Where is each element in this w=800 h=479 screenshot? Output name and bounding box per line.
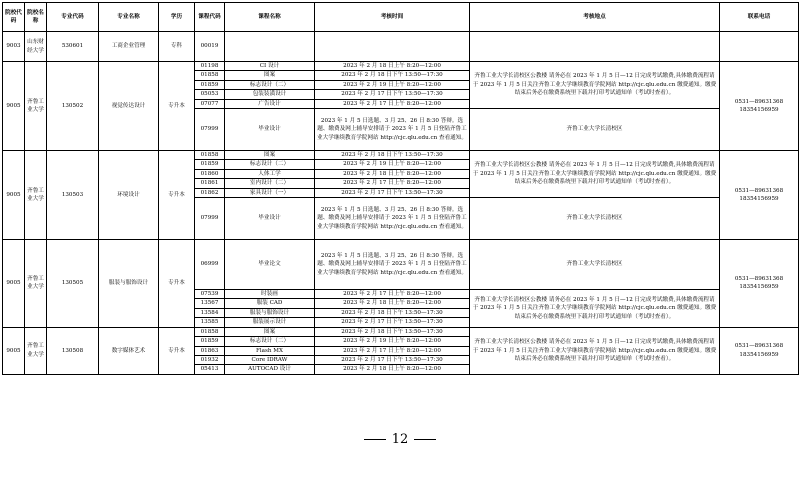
table-row: 9005 齐鲁工业大学 130502 视觉传达设计 专升本 01198 CI 设计 2023 年 2 月 18 日上午 8:20—12:00 齐鲁工业大学长清校区公教楼 请务必在 2023 年 1 月 5 日—12 日完成考试缴费,具体缴费流程请于 2023 年 1 月 5 日关注齐鲁工业大学继续教育学院网站 http://cjc.qlu.edu.cn 缴费通知。缴费结束后务必在缴费系统里下载并打印考试通知单（考试时查看）。 0531—89631368 18354156959 [3, 62, 799, 71]
table-row: 9003 山东财经大学 530601 工商企业管理 专科 00019 [3, 32, 799, 62]
table-row: 05053 包装装潢设计 2023 年 2 月 17 日下午 13:50—17:30 [3, 90, 799, 99]
page-number-dash-right [414, 439, 436, 440]
table-row: 07077 广告设计 2023 年 2 月 17 日上午 8:20—12:00 [3, 99, 799, 108]
col-major-code: 专业代码 [47, 3, 99, 32]
page-number-dash-left [364, 439, 386, 440]
table-row: 13585 服装展示设计 2023 年 2 月 17 日下午 13:50—17:30 [3, 318, 799, 327]
col-exam-time: 考核时间 [315, 3, 470, 32]
table-row: 9005 齐鲁工业大学 130505 服装与服饰设计 专升本 06999 毕业论文 2023 年 1 月 5 日选题、3 月 25、26 日 8:30 答辩。选题、缴费及网上辅导安排请于 2023 年 1 月 5 日登陆齐鲁工业大学继续教育学院网站 http://cjc.qlu.edu.cn 查看通知。 齐鲁工业大学长清校区 0531—89631368 18354156959 [3, 240, 799, 290]
table-row: 01859 标志设计（二） 2023 年 2 月 19 日上午 8:20—12:00 [3, 80, 799, 89]
table-row: 07999 毕业设计 2023 年 1 月 5 日选题、3 月 25、26 日 8:30 答辩。选题、缴费及网上辅导安排请于 2023 年 1 月 5 日登陆齐鲁工业大学继续教育学院网站 http://cjc.qlu.edu.cn 查看通知。 齐鲁工业大学长清校区 [3, 109, 799, 151]
col-school-code: 院校代码 [3, 3, 25, 32]
table-row: 01932 Core IDRAW 2023 年 2 月 17 日下午 13:50—17:30 [3, 355, 799, 364]
table-row: 07999 毕业设计 2023 年 1 月 5 日选题、3 月 25、26 日 8:30 答辩。选题、缴费及网上辅导安排请于 2023 年 1 月 5 日登陆齐鲁工业大学继续教育学院网站 http://cjc.qlu.edu.cn 查看通知。 齐鲁工业大学长清校区 [3, 198, 799, 240]
table-row: 13567 服装 CAD 2023 年 2 月 18 日上午 8:20—12:00 [3, 299, 799, 308]
col-course-code: 课程代码 [195, 3, 225, 32]
col-course-name: 课程名称 [225, 3, 315, 32]
table-row: 05413 AUTOCAD 设计 2023 年 2 月 18 日上午 8:20—12:00 [3, 365, 799, 374]
table-row: 01859 标志设计（二） 2023 年 2 月 19 日上午 8:20—12:00 [3, 337, 799, 346]
col-school-name: 院校名称 [25, 3, 47, 32]
table-row: 01861 室内设计（二） 2023 年 2 月 17 日上午 8:20—12:00 [3, 179, 799, 188]
table-row: 01859 标志设计（二） 2023 年 2 月 19 日上午 8:20—12:00 [3, 160, 799, 169]
col-major-name: 专业名称 [99, 3, 159, 32]
table-row: 01860 人体工学 2023 年 2 月 18 日上午 8:20—12:00 [3, 169, 799, 178]
header-row [3, 3, 799, 32]
col-degree: 学历 [159, 3, 195, 32]
table-row: 9005 齐鲁工业大学 130508 数字媒体艺术 专升本 01858 图案 2023 年 2 月 18 日下午 13:50—17:30 齐鲁工业大学长清校区公教楼 请务必在 2023 年 1 月 5 日—12 日完成考试缴费,具体缴费流程请于 2023 年 1 月 5 日关注齐鲁工业大学继续教育学院网站 http://cjc.qlu.edu.cn 缴费通知。缴费结束后务必在缴费系统里下载并打印考试通知单（考试时查看）。 0531—89631368 18354156959 [3, 327, 799, 336]
table-row: 01858 图案 2023 年 2 月 18 日下午 13:50—17:30 [3, 71, 799, 80]
table-row: 9005 齐鲁工业大学 130503 环境设计 专升本 01858 图案 2023 年 2 月 18 日下午 13:50—17:30 齐鲁工业大学长清校区公教楼 请务必在 2023 年 1 月 5 日—12 日完成考试缴费,具体缴费流程请于 2023 年 1 月 5 日关注齐鲁工业大学继续教育学院网站 http://cjc.qlu.edu.cn 缴费通知。缴费结束后务必在缴费系统里下载并打印考试通知单（考试时查看）。 0531—89631368 18354156959 [3, 151, 799, 160]
table-row: 01863 Flash MX 2023 年 2 月 17 日上午 8:20—12:00 [3, 346, 799, 355]
table-row: 01862 家具设计（一） 2023 年 2 月 17 日下午 13:50—17:30 [3, 188, 799, 197]
table-row: 13584 服装与服饰设计 2023 年 2 月 18 日下午 13:50—17:30 [3, 308, 799, 317]
col-phone: 联系电话 [720, 3, 799, 32]
col-exam-place: 考核地点 [470, 3, 720, 32]
page-number: 12 [0, 432, 800, 447]
exam-schedule-table [2, 2, 799, 375]
table-row: 07539 时装画 2023 年 2 月 17 日上午 8:20—12:00 齐鲁工业大学长清校区公教楼 请务必在 2023 年 1 月 5 日—12 日完成考试缴费,具体缴费流程请于 2023 年 1 月 5 日关注齐鲁工业大学继续教育学院网站 http://cjc.qlu.edu.cn 缴费通知。缴费结束后务必在缴费系统里下载并打印考试通知单（考试时查看）。 [3, 290, 799, 299]
